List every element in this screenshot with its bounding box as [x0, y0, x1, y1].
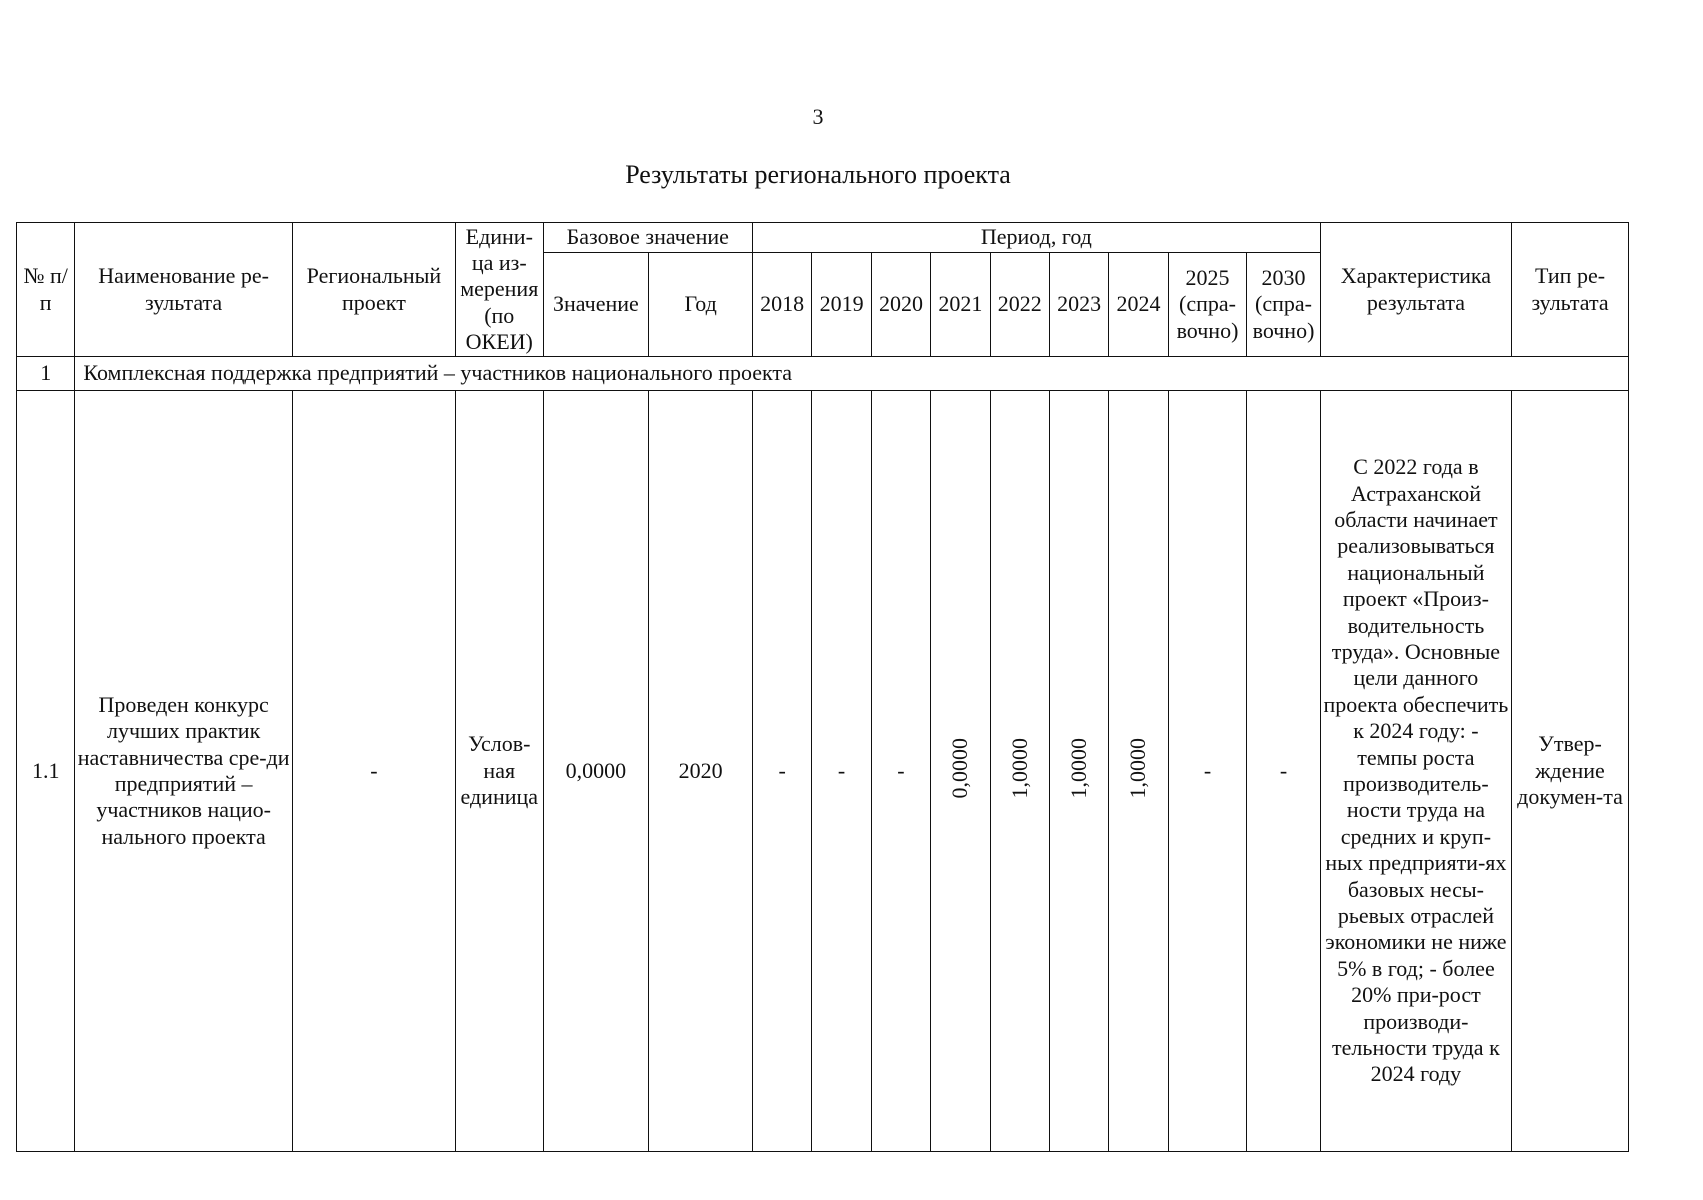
row-value: -: [1279, 757, 1288, 783]
header-year: 2021: [931, 253, 990, 357]
row-value-cell: [871, 391, 930, 1152]
row-name: Проведен конкурс лучших практик наставничества сре-ди предприятий – участников нацио-нального проекта: [75, 391, 292, 1152]
row-value-cell: [1247, 391, 1321, 1152]
header-row-1: [17, 223, 1629, 253]
header-year: 2025 (спра-вочно): [1168, 253, 1247, 357]
header-base-value-group: Базовое значение: [543, 223, 752, 253]
header-year: 2020: [871, 253, 930, 357]
row-value: 1,0000: [1125, 737, 1151, 799]
header-year: 2024: [1109, 253, 1168, 357]
header-year: 2022: [990, 253, 1049, 357]
results-table: [16, 222, 1629, 1152]
header-name: Наименование ре-зультата: [75, 223, 292, 357]
header-year: 2018: [752, 253, 811, 357]
row-value: 1,0000: [1006, 737, 1032, 799]
header-num: № п/п: [17, 223, 75, 357]
header-result-type: Тип ре-зультата: [1512, 223, 1629, 357]
row-value: -: [778, 757, 786, 783]
row-value: 0,0000: [947, 737, 973, 799]
row-num: 1.1: [17, 391, 75, 1152]
row-value-cell: [990, 391, 1049, 1152]
row-value-cell: [931, 391, 990, 1152]
header-year: 2019: [812, 253, 871, 357]
row-characteristic: С 2022 года в Астраханской области начинает реализовываться национальный проект «Произ-водительность труда». Основные цели данного проекта обеспечить к 2024 году: - темпы роста производитель-ности труда на средних и круп-ных предприяти-ях базовых несы-рьевых отраслей экономики не ниже 5% в год; - более 20% при-рост производи-тельности труда к 2024 году: [1320, 391, 1511, 1152]
page-number: 3: [812, 104, 824, 129]
row-value: -: [1203, 757, 1212, 783]
page-title: Результаты регионального проекта: [625, 160, 1011, 189]
header-year: 2030 (спра-вочно): [1247, 253, 1321, 357]
table-row: [17, 391, 1629, 1152]
header-year: 2023: [1049, 253, 1108, 357]
header-regional-project: Региональный проект: [292, 223, 455, 357]
section-row: [17, 357, 1629, 391]
row-value: -: [837, 757, 846, 783]
row-value-cell: [812, 391, 871, 1152]
row-value-cell: [1109, 391, 1168, 1152]
header-base-year: Год: [649, 253, 753, 357]
header-period-group: Период, год: [752, 223, 1320, 253]
row-unit: Услов-ная единица: [455, 391, 543, 1152]
row-base-year: 2020: [649, 391, 753, 1152]
row-value: -: [897, 757, 905, 783]
row-value: 1,0000: [1065, 737, 1091, 799]
row-value-cell: [1168, 391, 1247, 1152]
section-num: 1: [17, 357, 75, 391]
row-value-cell: [752, 391, 811, 1152]
row-result-type: Утвер-ждение докумен-та: [1512, 391, 1629, 1152]
header-base-value: Значение: [543, 253, 649, 357]
header-unit: Едини-ца из-мерения (по ОКЕИ): [455, 223, 543, 357]
row-base-value: 0,0000: [543, 391, 649, 1152]
header-characteristic: Характеристика результата: [1320, 223, 1511, 357]
row-regional-project: -: [292, 391, 455, 1152]
section-title: Комплексная поддержка предприятий – участников национального проекта: [75, 357, 1629, 391]
row-value-cell: [1049, 391, 1108, 1152]
